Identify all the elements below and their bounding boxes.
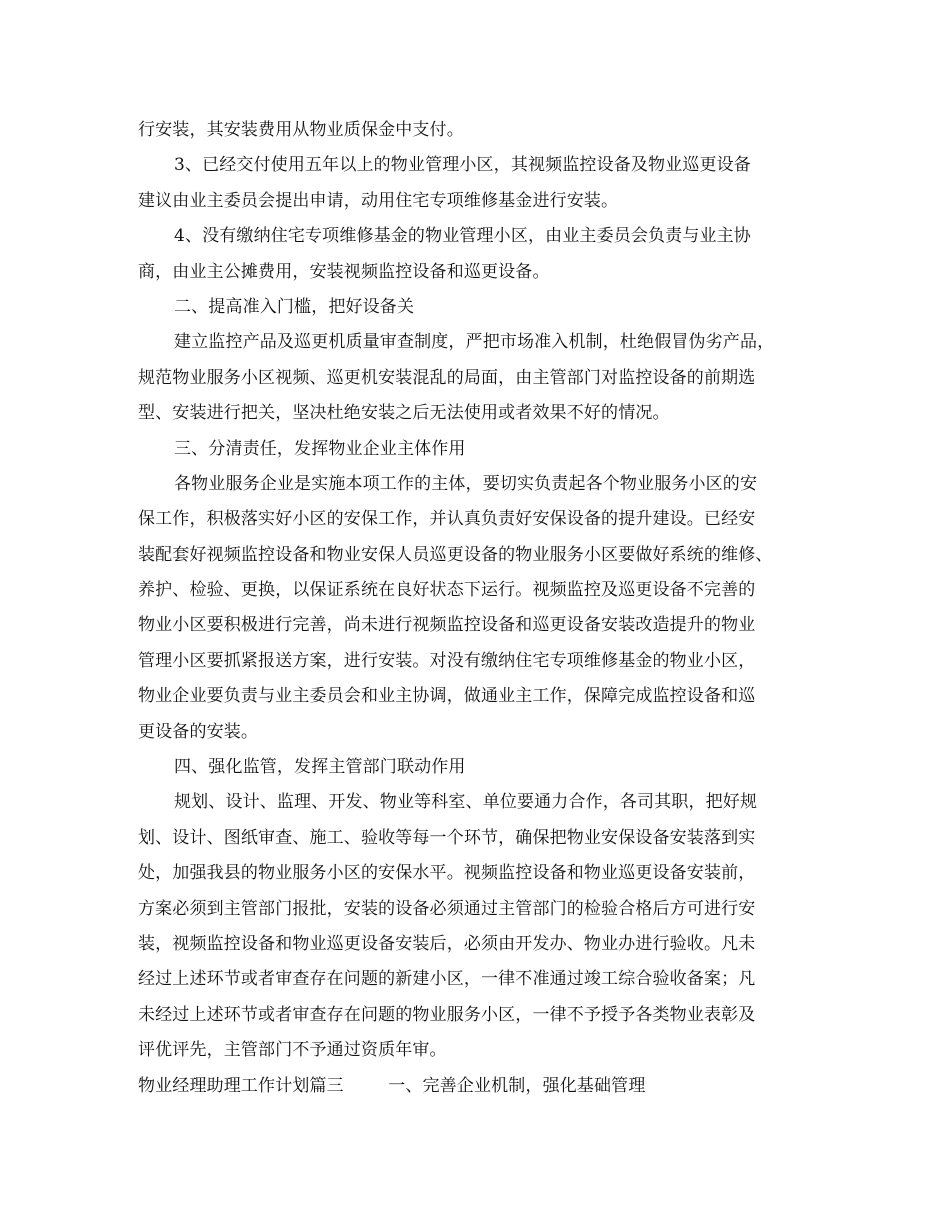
- text-line: 规划、设计、监理、开发、物业等科室、单位要通力合作，各司其职，把好规: [174, 792, 758, 813]
- text-line: 未经过上述环节或者审查存在问题的物业服务小区，一律不予授予各类物业表彰及: [138, 1004, 756, 1025]
- text-line: 更设备的安装。: [138, 721, 259, 742]
- text-line: 物业企业要负责与业主委员会和业主协调，做通业主工作，保障完成监控设备和巡: [138, 686, 756, 707]
- text-line: 各物业服务企业是实施本项工作的主体，要切实负责起各个物业服务小区的安: [174, 473, 758, 494]
- text-line: 养护、检验、更换，以保证系统在良好状态下运行。视频监控及巡更设备不完善的: [138, 580, 756, 601]
- text-line: 建立监控产品及巡更机质量审查制度，严把市场准入机制，杜绝假冒伪劣产品，: [174, 332, 775, 353]
- next-section-title: 物业经理助理工作计划篇三 一、完善企业机制，强化基础管理: [138, 1075, 646, 1096]
- text-line: 3、已经交付使用五年以上的物业管理小区，其视频监控设备及物业巡更设备: [174, 155, 751, 176]
- text-line: 管理小区要抓紧报送方案，进行安装。对没有缴纳住宅专项维修基金的物业小区，: [138, 650, 756, 671]
- text-line: 型、安装进行把关，坚决杜绝安装之后无法使用或者效果不好的情况。: [138, 403, 670, 424]
- text-line: 装配套好视频监控设备和物业安保人员巡更设备的物业服务小区要做好系统的维修、: [138, 544, 773, 565]
- text-line: 划、设计、图纸审查、施工、验收等每一个环节，确保把物业安保设备安装落到实: [138, 827, 756, 848]
- document-body: [138, 113, 818, 1104]
- text-line: 方案必须到主管部门报批，安装的设备必须通过主管部门的检验合格后方可进行安: [138, 898, 756, 919]
- text-line: 4、没有缴纳住宅专项维修基金的物业管理小区，由业主委员会负责与业主协: [174, 226, 751, 247]
- text-line: 规范物业服务小区视频、巡更机安装混乱的局面，由主管部门对监控设备的前期选: [138, 367, 756, 388]
- section-heading: 四、强化监管，发挥主管部门联动作用: [174, 757, 466, 778]
- text-line: 行安装，其安装费用从物业质保金中支付。: [138, 120, 464, 140]
- text-line: 商，由业主公摊费用，安装视频监控设备和巡更设备。: [138, 261, 550, 282]
- text-line: 保工作，积极落实好小区的安保工作，并认真负责好安保设备的提升建设。已经安: [138, 509, 756, 530]
- text-line: 评优评先，主管部门不予通过资质年审。: [138, 1040, 447, 1061]
- text-line: 处，加强我县的物业服务小区的安保水平。视频监控设备和物业巡更设备安装前，: [138, 863, 756, 884]
- text-line: 装，视频监控设备和物业巡更设备安装后，必须由开发办、物业办进行验收。凡未: [138, 933, 756, 954]
- section-heading: 二、提高准入门槛，把好设备关: [174, 296, 415, 317]
- text-line: 建议由业主委员会提出申请，动用住宅专项维修基金进行安装。: [138, 190, 619, 211]
- text-line: 经过上述环节或者审查存在问题的新建小区，一律不准通过竣工综合验收备案；凡: [138, 969, 756, 990]
- section-heading: 三、分清责任，发挥物业企业主体作用: [174, 438, 466, 459]
- text-line: 物业小区要积极进行完善，尚未进行视频监控设备和巡更设备安装改造提升的物业: [138, 615, 756, 636]
